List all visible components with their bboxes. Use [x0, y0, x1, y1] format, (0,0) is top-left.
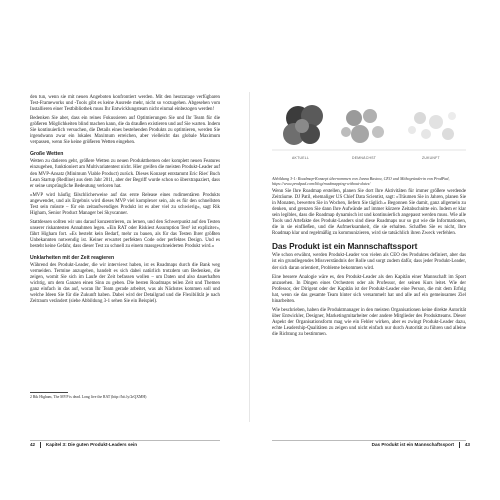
figure-label-current: AKTUELL — [292, 156, 310, 160]
footer-separator — [459, 442, 460, 448]
figure-caption: Abbildung 3-1: Roadmap-Konzept übernommen von Janna Bastow, CEO und Mitbegründerin von ProdPad, https://www.prodpad.com/blog/roadmapping-without-dates/ — [272, 176, 450, 187]
paragraph: Eine bessere Analogie wäre es, den Produkt-Leader als den Kapitän einer Mannschaft im Sport anzusehen. In Dingen eines Orchesters oder als Professor, der seinen Kurs leitet. Wie der Professor, der Dirigent oder der Kapitän ist der Produkt-Leader eine Person, die mit dem Erfolg hat, wenn sie das gesamte Team hinter sich versammelt hat und alle auf ein gemeinsames Ziel hinarbeiten. — [272, 274, 466, 304]
paragraph: den tun, wenn sie mit neuen Angeboten konfrontiert werden. Mit den heutzutage verfügbaren Test-Frameworks und -Tools gibt es keine Ausrede mehr, nicht so vorzugehen. Abgesehen vom Installieren einer Testbibliothek muss Ihr Entwicklungsteam nicht einmal einbezogen werden! — [30, 95, 220, 113]
paragraph: »MVP wird häufig fälschlicherweise auf das erste Release eines rudimentären Produkts angewendet, und als Ergebnis wird dieses MVP viel komplexer sein, als es für den schnellsten Test sein müsste – für ein zeitaufwendiges Produkt ist es aber viel zu schwierig«, sagt Rik Higham, Senior Product Manager bei Skyscanner. — [30, 192, 220, 216]
section-title: Das Produkt ist ein Mannschaftssport — [371, 442, 455, 448]
figure-label-future: ZUKUNFT — [422, 156, 440, 160]
future-cluster — [408, 112, 456, 140]
paragraph: Während des Produkt-Leader, die wir interviewt haben, ist es Roadmaps durch die Bank weg vermeiden. Termine anzugeben, handelt es sich dabei natürlich trotzdem um Bedenken, die zeigen, womit Sie sich im Laufe der Zeit befassen wollen – um Daten und also dauerhaften wichtig, um dem Ganzen einen Sinn zu geben. Die besten Roadmaps teilen Zeit und Themen ganz einfach in das auf, woran Ihr Team gerade arbeitet, was als Nächstes kommen soll und welche Ideen Sie für die Zukunft haben. Dabei wird der Detailgrad und die Flexibilität je nach Zeitraum verändert (siehe Abbildung 3-1 sehen Sie ein Beispiel). — [30, 263, 220, 305]
footer-divider — [30, 440, 220, 441]
chapter-title: Kapitel 3: Die guten Produkt-Leaders sein — [45, 442, 138, 448]
paragraph: Wie schon erwähnt, werden Produkt-Leader von vielen als CEO des Produktes definiert, aber das ist ein grundlegendes Missverständnis der Rolle und sorgt zudem dafür, dass jeder Produkt-Leader, der sich daran orientiert, Probleme bekommen wird. — [272, 253, 466, 271]
paragraph: Wenn Sie Ihre Roadmap erstellen, planen Sie dort Ihre Aktivitäten für immer größere werdende Zeiträume. DJ Patil, ehemaliger US Chief Data Scientist, sagt: »Träumen Sie in Jahren, planen Sie in Monaten, bewerten Sie in Wochen, liefern Sie täglich.« Begonnen Sie damit, ganz allgemein zu denken, und grenzen Sie dann Ihre Aufwände auf immer kürzere Zeitabschnitte ein. Indem er klar sein legibles, dass die Roadmap dynamisch ist und kontinuierlich angepasst werden muss. Wie alle Tools und Artefakte des Produkt-Leaders sind diese Roadmaps nur so gut wie die Informationen, die in sie einfließen, und die Aufmerksamkeit, die sie erhalten. Schaffen Sie es nicht, Ihre Roadmap klar und regelmäßig zu kommunizieren, wird sie tatsächlich ihren Zweck verfehlen. — [272, 189, 466, 237]
paragraph: Stattdessen sollten wir uns darauf konzentrieren, zu lernen, und den Schwerpunkt auf den Testen unserer riskantesten Annahmen legen. »Ein RAT oder Riskiest Assumption Test² ist expliziter«, fährt Higham fort. »Es besteht kein Bedarf, mehr zu bauen, als für das Testen Ihrer größten Unbekannten notwendig ist. Keiner erwartet perfekten Code oder perfektes Design. Und es besteht keine Gefahr, dass dieser Test zu schnell zu einem massgeschneiderten Produkt wird.« — [30, 219, 220, 250]
section-heading: Große Wetten — [30, 151, 64, 158]
footer-divider — [272, 440, 466, 441]
left-body — [30, 95, 220, 308]
right-body — [272, 189, 466, 341]
next-cluster — [341, 109, 384, 143]
page-number: 43 — [464, 442, 470, 448]
roadmap-figure — [272, 104, 466, 164]
roadmap-diagram — [272, 104, 466, 156]
footnote: 2 Rik Higham, The MVP is dead. Long live the RAT (http://bit.ly/2rQXMH) — [30, 395, 147, 399]
paragraph: Wie beschrieben, haben die Produktmanager in den meisten Organisationen keine direkte Autorität über Entwickler, Designer, Marketingmitarbeiter oder andere Mitglieder des Produktteams. Dieser Aspekt der Organisationsform mag wie ein Fehler wirken, aber es zwingt Produkt-Leader dazu, echte Leadership-Qualitäten zu zeigen und nicht einfach nur durch Autorität zu führen und alleine die Richtung zu bestimmen. — [272, 307, 466, 337]
figure-label-next: DEMNÄCHST — [352, 156, 377, 160]
left-footer — [30, 442, 137, 448]
paragraph: Bedenken Sie aber, dass ein reines Fokussieren auf Optimierungen Sie und Ihr Team für die größeren Möglichkeiten blind machen kann, die da draußen existieren und auf Sie warten. Indem Sie kontinuierlich versuchen, die Details eines bestehenden Produkts zu optimieren, werden Sie irgendwann zwar ein lokales Maximum erreichen, aber vielleicht das globale Maximum verpassen, wenn Sie keine größeren Wetten eingehen. — [30, 116, 220, 146]
current-cluster — [283, 105, 323, 145]
section-heading: Unklarheiten mit der Zeit reagieren — [30, 255, 115, 262]
footer-separator — [40, 442, 41, 448]
right-footer — [372, 442, 470, 448]
footnote-divider — [30, 392, 68, 393]
page-number: 42 — [30, 442, 36, 448]
paragraph: Wetten zu datieren geht, größere Wetten zu neuen Produktthemen oder komplett neuen Features einzugehen, funktioniert am Multivariatentest nicht. Hier greifen die meisten Produkt-Leader auf den MVP-Ansatz (Minimum Viable Product) zurück. Dieses Konzept entstammt Eric Ries' Buch Lean Startup (Redline) aus dem Jahr 2011, aber der Begriff wurde schon so überstrapaziert, dass er seine ursprüngliche Bedeutung verloren hat. — [30, 159, 220, 189]
section-heading: Das Produkt ist ein Mannschaftssport — [272, 241, 418, 252]
